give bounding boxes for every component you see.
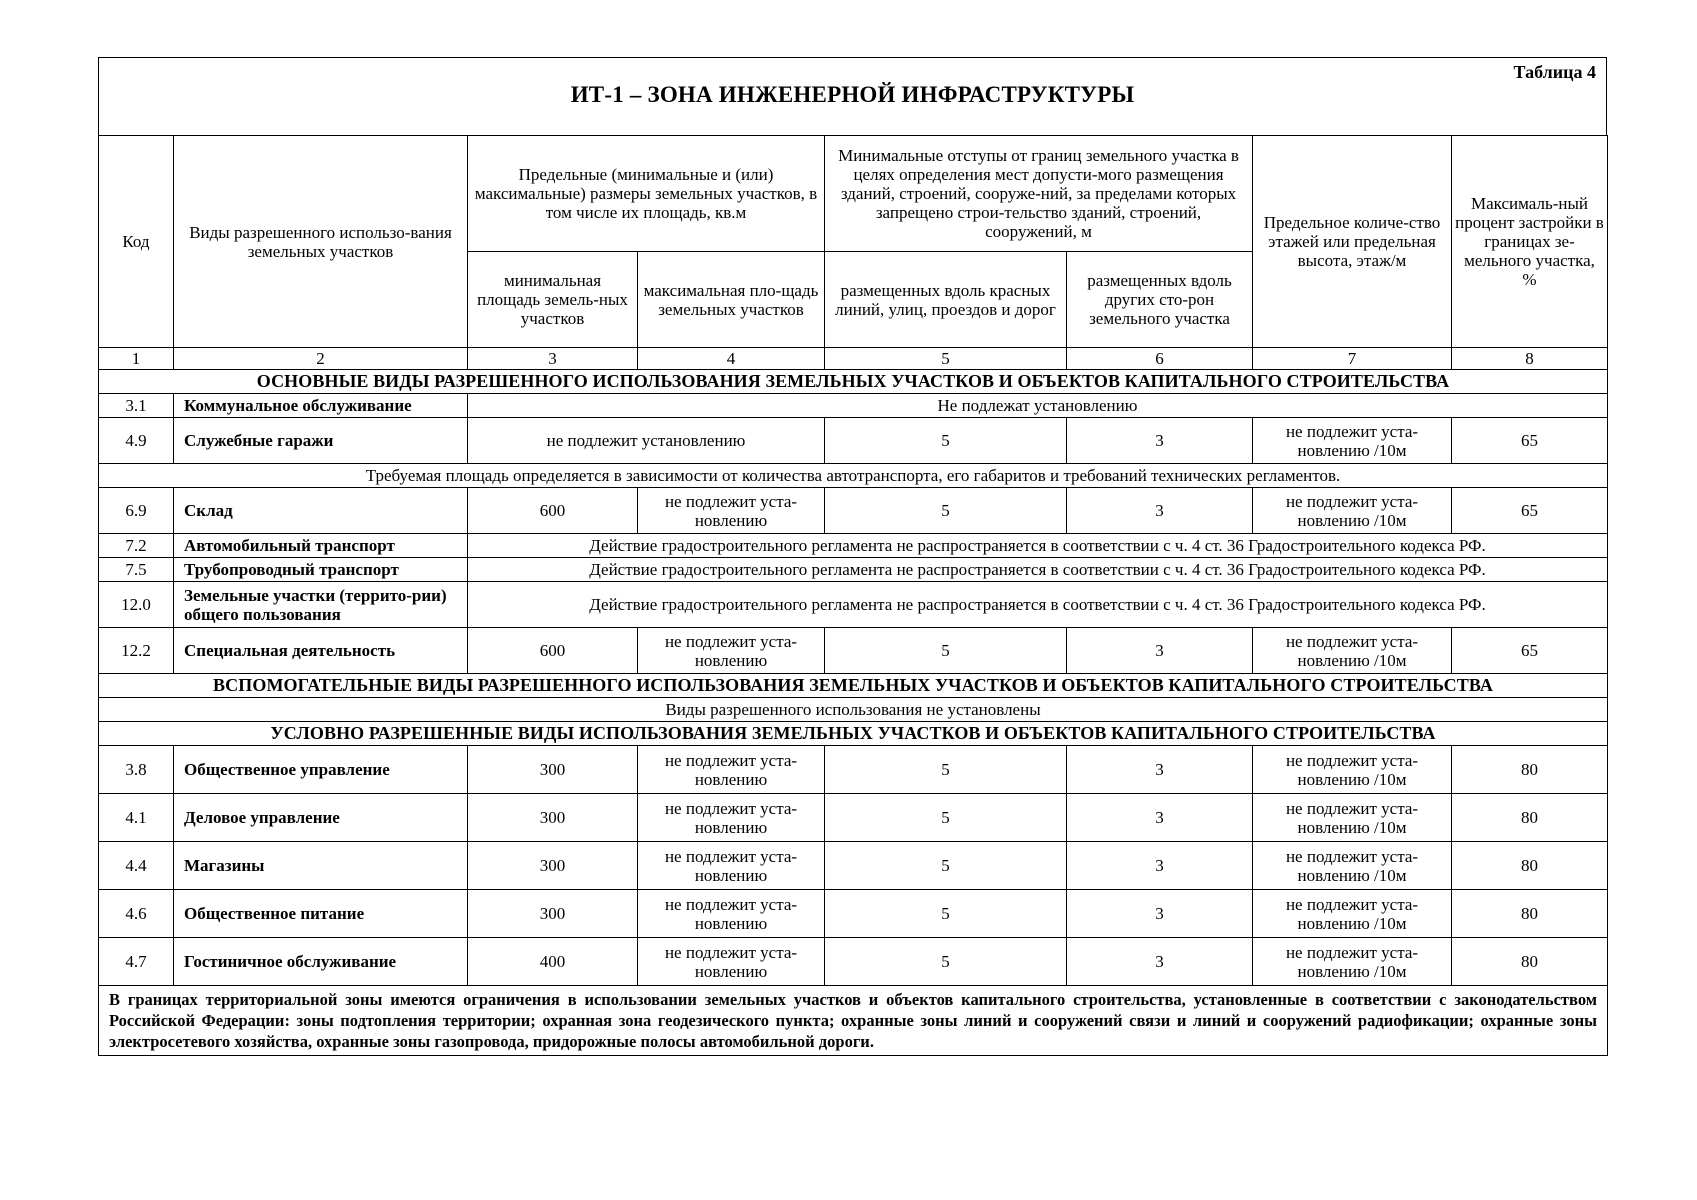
table-row — [99, 794, 1608, 842]
header-floors: Предельное количе-ство этажей или предельная высота, этаж/м — [1253, 136, 1452, 348]
row-code: 4.6 — [99, 890, 174, 938]
section-note-auxiliary: Виды разрешенного использования не установлены — [99, 698, 1608, 722]
table-row — [99, 418, 1608, 464]
column-number: 4 — [638, 348, 825, 370]
row-min-area: 300 — [468, 842, 638, 890]
row-merged-value: Действие градостроительного регламента не распространяется в соответствии с ч. 4 ст. 36 Градостроительного кодекса РФ. — [468, 558, 1608, 582]
row-setback-other: 3 — [1067, 488, 1253, 534]
row-name: Общественное питание — [174, 890, 468, 938]
row-floors: не подлежит уста-новлению /10м — [1253, 794, 1452, 842]
row-min-area: 600 — [468, 488, 638, 534]
row-merged-value: Действие градостроительного регламента не распространяется в соответствии с ч. 4 ст. 36 Градостроительного кодекса РФ. — [468, 582, 1608, 628]
column-number: 1 — [99, 348, 174, 370]
row-merged-value: Не подлежат установлению — [468, 394, 1608, 418]
table-row — [99, 394, 1608, 418]
table-row — [99, 938, 1608, 986]
row-coverage: 80 — [1452, 746, 1608, 794]
section-row-conditional — [99, 722, 1608, 746]
row-name: Служебные гаражи — [174, 418, 468, 464]
row-max-area: не подлежит уста-новлению — [638, 938, 825, 986]
row-setback-other: 3 — [1067, 890, 1253, 938]
row-coverage: 65 — [1452, 418, 1608, 464]
table-row — [99, 582, 1608, 628]
row-code: 3.1 — [99, 394, 174, 418]
zoning-table — [98, 135, 1608, 1056]
column-number: 8 — [1452, 348, 1608, 370]
row-setback-red: 5 — [825, 890, 1067, 938]
table-row — [99, 746, 1608, 794]
row-setback-red: 5 — [825, 628, 1067, 674]
header-use-kind: Виды разрешенного использо-вания земельных участков — [174, 136, 468, 348]
table-row — [99, 890, 1608, 938]
row-code: 6.9 — [99, 488, 174, 534]
row-setback-other: 3 — [1067, 938, 1253, 986]
row-setback-red: 5 — [825, 746, 1067, 794]
header-max-area: максимальная пло-щадь земельных участков — [638, 252, 825, 348]
row-name: Общественное управление — [174, 746, 468, 794]
section-title-conditional: УСЛОВНО РАЗРЕШЕННЫЕ ВИДЫ ИСПОЛЬЗОВАНИЯ ЗЕМЕЛЬНЫХ УЧАСТКОВ И ОБЪЕКТОВ КАПИТАЛЬНОГО СТРОИТЕЛЬСТВА — [99, 722, 1608, 746]
row-coverage: 80 — [1452, 938, 1608, 986]
row-code: 4.1 — [99, 794, 174, 842]
header-size-group: Предельные (минимальные и (или) максимальные) размеры земельных участков, в том числе их площадь, кв.м — [468, 136, 825, 252]
row-setback-other: 3 — [1067, 842, 1253, 890]
table-row — [99, 628, 1608, 674]
header-coverage: Максималь-ный процент застройки в границах зе-мельного участка, % — [1452, 136, 1608, 348]
row-name: Автомобильный транспорт — [174, 534, 468, 558]
header-setback-group: Минимальные отступы от границ земельного участка в целях определения мест допусти-мого размещения зданий, строений, сооруже-ний, за пределами которых запрещено строи-тельство зданий, строений, сооружений, м — [825, 136, 1253, 252]
page-title: ИТ-1 – ЗОНА ИНЖЕНЕРНОЙ ИНФРАСТРУКТУРЫ — [570, 82, 1135, 107]
row-max-area: не подлежит уста-новлению — [638, 628, 825, 674]
row-name: Склад — [174, 488, 468, 534]
row-min-area: 300 — [468, 746, 638, 794]
row-setback-red: 5 — [825, 794, 1067, 842]
row-setback-other: 3 — [1067, 794, 1253, 842]
row-name: Специальная деятельность — [174, 628, 468, 674]
row-floors: не подлежит уста-новлению /10м — [1253, 938, 1452, 986]
row-code: 12.2 — [99, 628, 174, 674]
row-merged-value: Действие градостроительного регламента не распространяется в соответствии с ч. 4 ст. 36 Градостроительного кодекса РФ. — [468, 534, 1608, 558]
row-coverage: 65 — [1452, 488, 1608, 534]
row-setback-other: 3 — [1067, 746, 1253, 794]
header-min-area: минимальная площадь земель-ных участков — [468, 252, 638, 348]
row-max-area: не подлежит уста-новлению — [638, 794, 825, 842]
section-note-row — [99, 698, 1608, 722]
document-sheet — [98, 57, 1607, 1056]
row-name: Коммунальное обслуживание — [174, 394, 468, 418]
row-floors: не подлежит уста-новлению /10м — [1253, 890, 1452, 938]
table-row — [99, 842, 1608, 890]
row-floors: не подлежит уста-новлению /10м — [1253, 842, 1452, 890]
table-label: Таблица 4 — [1513, 62, 1596, 82]
column-number: 5 — [825, 348, 1067, 370]
table-row — [99, 534, 1608, 558]
column-number: 7 — [1253, 348, 1452, 370]
table-note-row — [99, 464, 1608, 488]
table-row — [99, 488, 1608, 534]
row-name: Земельные участки (террито-рии) общего пользования — [174, 582, 468, 628]
row-code: 4.4 — [99, 842, 174, 890]
row-setback-red: 5 — [825, 938, 1067, 986]
row-min-area: 300 — [468, 794, 638, 842]
column-number: 2 — [174, 348, 468, 370]
section-title-main: ОСНОВНЫЕ ВИДЫ РАЗРЕШЕННОГО ИСПОЛЬЗОВАНИЯ ЗЕМЕЛЬНЫХ УЧАСТКОВ И ОБЪЕКТОВ КАПИТАЛЬНОГО СТРОИТЕЛЬСТВА — [99, 370, 1608, 394]
row-code: 7.2 — [99, 534, 174, 558]
row-coverage: 80 — [1452, 794, 1608, 842]
row-coverage: 65 — [1452, 628, 1608, 674]
row-name: Трубопроводный транспорт — [174, 558, 468, 582]
column-number: 3 — [468, 348, 638, 370]
row-setback-red: 5 — [825, 842, 1067, 890]
row-code: 4.7 — [99, 938, 174, 986]
row-area: не подлежит установлению — [468, 418, 825, 464]
row-setback-red: 5 — [825, 488, 1067, 534]
row-name: Гостиничное обслуживание — [174, 938, 468, 986]
row-max-area: не подлежит уста-новлению — [638, 842, 825, 890]
row-coverage: 80 — [1452, 890, 1608, 938]
row-floors: не подлежит уста-новлению /10м — [1253, 746, 1452, 794]
row-code: 3.8 — [99, 746, 174, 794]
row-max-area: не подлежит уста-новлению — [638, 746, 825, 794]
header-setback-other: размещенных вдоль других сто-рон земельного участка — [1067, 252, 1253, 348]
footer-note: В границах территориальной зоны имеются ограничения в использовании земельных участков и объектов капитального строительства, установленные в соответствии с законодательством Российской Федерации: зоны подтопления территории; охранная зона геодезического пункта; охранные зоны линий и сооружений связи и линий и сооружений радиофикации; охранные зоны электросетевого хозяйства, охранные зоны газопровода, придорожные полосы автомобильной дороги. — [99, 986, 1608, 1056]
row-name: Деловое управление — [174, 794, 468, 842]
section-title-auxiliary: ВСПОМОГАТЕЛЬНЫЕ ВИДЫ РАЗРЕШЕННОГО ИСПОЛЬЗОВАНИЯ ЗЕМЕЛЬНЫХ УЧАСТКОВ И ОБЪЕКТОВ КАПИТАЛЬНОГО СТРОИТЕЛЬСТВА — [99, 674, 1608, 698]
row-setback-red: 5 — [825, 418, 1067, 464]
header-code: Код — [99, 136, 174, 348]
table-header-box — [98, 57, 1607, 135]
row-setback-other: 3 — [1067, 628, 1253, 674]
row-code: 4.9 — [99, 418, 174, 464]
footer-note-row — [99, 986, 1608, 1056]
row-setback-other: 3 — [1067, 418, 1253, 464]
section-row-main — [99, 370, 1608, 394]
row-floors: не подлежит уста-новлению /10м — [1253, 628, 1452, 674]
row-code: 7.5 — [99, 558, 174, 582]
row-code: 12.0 — [99, 582, 174, 628]
table-row — [99, 558, 1608, 582]
row-min-area: 600 — [468, 628, 638, 674]
column-number: 6 — [1067, 348, 1253, 370]
row-note: Требуемая площадь определяется в зависимости от количества автотранспорта, его габаритов и требований технических регламентов. — [99, 464, 1608, 488]
header-setback-red: размещенных вдоль красных линий, улиц, проездов и дорог — [825, 252, 1067, 348]
row-coverage: 80 — [1452, 842, 1608, 890]
row-name: Магазины — [174, 842, 468, 890]
section-row-auxiliary — [99, 674, 1608, 698]
row-max-area: не подлежит уста-новлению — [638, 890, 825, 938]
row-floors: не подлежит уста-новлению /10м — [1253, 488, 1452, 534]
row-max-area: не подлежит уста-новлению — [638, 488, 825, 534]
column-numbers-row — [99, 348, 1608, 370]
row-floors: не подлежит уста-новлению /10м — [1253, 418, 1452, 464]
row-min-area: 400 — [468, 938, 638, 986]
header-row-1 — [99, 136, 1608, 252]
row-min-area: 300 — [468, 890, 638, 938]
